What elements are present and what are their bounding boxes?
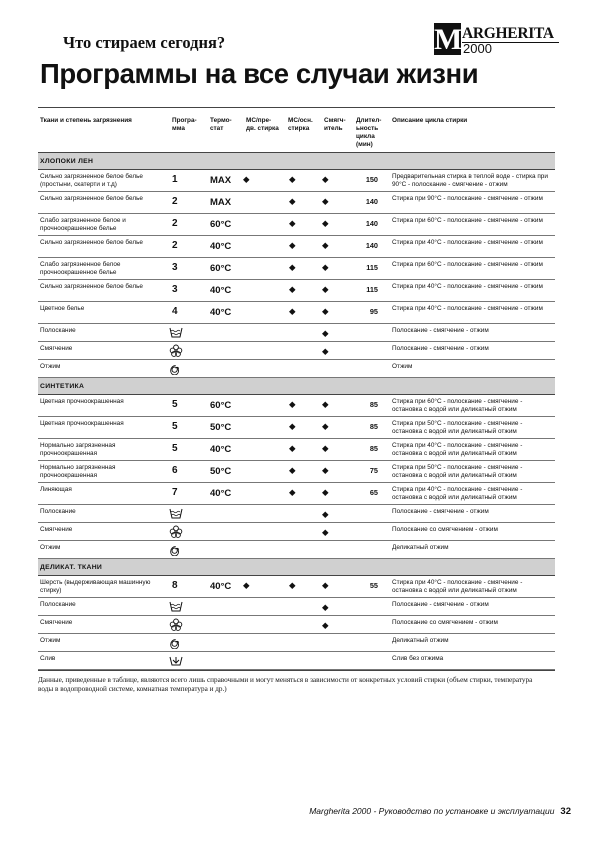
section-row <box>38 559 555 576</box>
softener-mark: ◆ <box>322 196 329 206</box>
fabric-cell: Цветная прочноокрашенная <box>40 420 124 427</box>
program-cell: 8 <box>172 580 178 591</box>
cycle-description-cell: Полоскание - смягчение - отжим <box>392 508 489 515</box>
thermostat-cell: MAX <box>210 197 232 208</box>
softener-mark: ◆ <box>322 328 329 338</box>
col-header-thermostat: Термо- стат <box>210 117 232 132</box>
rinse-icon <box>169 326 183 339</box>
thermostat-cell: 40°C <box>210 307 232 318</box>
mainwash-mark: ◆ <box>289 465 296 475</box>
duration-cell: 75 <box>369 466 378 475</box>
table-row <box>38 170 555 192</box>
cycle-description-cell: Стирка при 40°С - полоскание - смягчение - отжим <box>392 239 543 246</box>
mainwash-mark: ◆ <box>289 262 296 272</box>
cycle-description-cell: Стирка при 60°С - полоскание - смягчение - остановка с водой или деликатный отжим <box>392 398 523 414</box>
programs-table <box>38 107 555 671</box>
thermostat-cell: 50°C <box>210 466 232 477</box>
thermostat-cell: 60°C <box>210 219 232 230</box>
program-cell: 5 <box>172 421 178 432</box>
table-header <box>38 108 555 153</box>
thermostat-cell: 40°C <box>210 444 232 455</box>
drain-icon <box>169 654 183 667</box>
fabric-cell: Полоскание <box>40 601 76 608</box>
footnote: Данные, приведенные в таблице, являются всего лишь справочными и могут меняться в зависимости от конкретных условий стирки (объем стирки, температура воды в водопроводной системе, комнатная температура и др.) <box>38 676 533 694</box>
program-cell: 2 <box>172 218 178 229</box>
rinse-icon <box>169 600 183 613</box>
col-header-prewash: МС/пре- дв. стирка <box>246 117 279 132</box>
fabric-cell: Линяющая <box>40 486 72 493</box>
cycle-description-cell: Стирка при 40°С - полоскание - смягчение - отжим <box>392 305 543 312</box>
softener-icon <box>169 618 183 631</box>
program-cell: 6 <box>172 465 178 476</box>
duration-cell: 115 <box>366 285 378 294</box>
table-row <box>38 634 555 652</box>
col-header-program: Програ- мма <box>172 117 197 132</box>
program-cell: 4 <box>172 306 178 317</box>
cycle-description-cell: Деликатный отжим <box>392 544 449 551</box>
fabric-cell: Слив <box>40 655 56 662</box>
mainwash-mark: ◆ <box>289 196 296 206</box>
mainwash-mark: ◆ <box>289 284 296 294</box>
section-label: ХЛОПОКИ ЛЕН <box>40 158 94 165</box>
duration-cell: 140 <box>365 197 378 206</box>
table-row <box>38 523 555 541</box>
cycle-description-cell: Полоскание - смягчение - отжим <box>392 327 489 334</box>
table-row <box>38 395 555 417</box>
cycle-description-cell: Стирка при 90°С - полоскание - смягчение - отжим <box>392 195 543 202</box>
mainwash-mark: ◆ <box>289 421 296 431</box>
spin-icon <box>169 362 183 375</box>
softener-mark: ◆ <box>322 443 329 453</box>
table-row <box>38 541 555 559</box>
col-header-softener: Смягч- итель <box>324 117 346 132</box>
mainwash-mark: ◆ <box>289 580 296 590</box>
mainwash-mark: ◆ <box>289 487 296 497</box>
softener-mark: ◆ <box>322 421 329 431</box>
spin-icon <box>169 636 183 649</box>
thermostat-cell: 60°C <box>210 400 232 411</box>
cycle-description-cell: Полоскание - смягчение - отжим <box>392 601 489 608</box>
thermostat-cell: MAX <box>210 175 232 186</box>
softener-mark: ◆ <box>322 527 329 537</box>
thermostat-cell: 40°C <box>210 581 232 592</box>
table-row <box>38 505 555 523</box>
table-row <box>38 324 555 342</box>
softener-mark: ◆ <box>322 620 329 630</box>
fabric-cell: Цветная прочноокрашенная <box>40 398 124 405</box>
fabric-cell: Отжим <box>40 637 61 644</box>
col-header-duration: Длител- ьность цикла (мин) <box>356 117 382 148</box>
fabric-cell: Полоскание <box>40 508 76 515</box>
duration-cell: 85 <box>369 400 378 409</box>
duration-cell: 85 <box>369 422 378 431</box>
section-row <box>38 153 555 170</box>
table-row <box>38 652 555 670</box>
duration-cell: 85 <box>369 444 378 453</box>
fabric-cell: Нормально загрязненная прочноокрашенная <box>40 464 116 480</box>
duration-cell: 55 <box>369 581 378 590</box>
softener-mark: ◆ <box>322 465 329 475</box>
table-row <box>38 461 555 483</box>
rinse-icon <box>169 507 183 520</box>
cycle-description-cell: Полоскание со смягчением - отжим <box>392 526 498 533</box>
cycle-description-cell: Деликатный отжим <box>392 637 449 644</box>
softener-icon <box>169 344 183 357</box>
thermostat-cell: 50°C <box>210 422 232 433</box>
program-cell: 3 <box>172 284 178 295</box>
mainwash-mark: ◆ <box>289 240 296 250</box>
cycle-description-cell: Стирка при 40°С - полоскание - смягчение - остановка с водой или деликатный отжим <box>392 579 523 595</box>
col-header-mainwash: МС/осн. стирка <box>288 117 313 132</box>
table-row <box>38 360 555 378</box>
table-row <box>38 258 555 280</box>
fabric-cell: Шерсть (выдерживающая машинную стирку) <box>40 579 151 595</box>
spin-icon <box>169 543 183 556</box>
table-row <box>38 598 555 616</box>
softener-mark: ◆ <box>322 306 329 316</box>
logo-letter: M <box>434 23 463 56</box>
section-label: СИНТЕТИКА <box>40 383 85 390</box>
footer-text: Margherita 2000 - Руководство по установке и эксплуатации <box>309 806 555 816</box>
cycle-description-cell: Полоскание - смягчение - отжим <box>392 345 489 352</box>
fabric-cell: Цветное белье <box>40 305 85 312</box>
table-row <box>38 302 555 324</box>
thermostat-cell: 40°C <box>210 488 232 499</box>
section-row <box>38 378 555 395</box>
mainwash-mark: ◆ <box>289 306 296 316</box>
program-cell: 5 <box>172 399 178 410</box>
softener-mark: ◆ <box>322 262 329 272</box>
duration-cell: 140 <box>365 219 378 228</box>
duration-cell: 115 <box>366 263 378 272</box>
section-label: ДЕЛИКАТ. ТКАНИ <box>40 564 103 571</box>
table-row <box>38 192 555 214</box>
thermostat-cell: 40°C <box>210 241 232 252</box>
duration-cell: 150 <box>365 175 378 184</box>
program-cell: 1 <box>172 174 178 185</box>
fabric-cell: Отжим <box>40 544 61 551</box>
softener-mark: ◆ <box>322 399 329 409</box>
cycle-description-cell: Стирка при 40°С - полоскание - смягчение - остановка с водой или деликатный отжим <box>392 442 523 458</box>
page-footer <box>309 806 571 817</box>
fabric-cell: Смягчение <box>40 526 73 533</box>
softener-mark: ◆ <box>322 346 329 356</box>
cycle-description-cell: Стирка при 60°С - полоскание - смягчение - отжим <box>392 261 543 268</box>
softener-mark: ◆ <box>322 580 329 590</box>
prewash-mark: ◆ <box>243 580 250 590</box>
program-cell: 2 <box>172 196 178 207</box>
table-row <box>38 214 555 236</box>
fabric-cell: Сильно загрязненное белое белье (простыни, скатерти и т.д) <box>40 173 143 189</box>
fabric-cell: Смягчение <box>40 619 73 626</box>
fabric-cell: Слабо загрязненное белое и прочноокрашенное белье <box>40 217 126 233</box>
table-row <box>38 439 555 461</box>
table-row <box>38 236 555 258</box>
mainwash-mark: ◆ <box>289 443 296 453</box>
table-row <box>38 616 555 634</box>
table-row <box>38 417 555 439</box>
table-row <box>38 280 555 302</box>
softener-mark: ◆ <box>322 602 329 612</box>
cycle-description-cell: Слив без отжима <box>392 655 444 662</box>
cycle-description-cell: Отжим <box>392 363 413 370</box>
table-row <box>38 576 555 598</box>
program-cell: 7 <box>172 487 178 498</box>
page-subtitle: Что стираем сегодня? <box>63 33 226 52</box>
program-cell: 2 <box>172 240 178 251</box>
mainwash-mark: ◆ <box>289 174 296 184</box>
softener-mark: ◆ <box>322 509 329 519</box>
fabric-cell: Сильно загрязненное белое белье <box>40 239 143 246</box>
cycle-description-cell: Стирка при 50°С - полоскание - смягчение - остановка с водой или деликатный отжим <box>392 464 523 480</box>
col-header-cycle: Описание цикла стирки <box>392 117 468 124</box>
fabric-cell: Слабо загрязненное белое прочноокрашенное белье <box>40 261 121 277</box>
fabric-cell: Сильно загрязненное белое белье <box>40 195 143 202</box>
mainwash-mark: ◆ <box>289 399 296 409</box>
fabric-cell: Отжим <box>40 363 61 370</box>
thermostat-cell: 40°C <box>210 285 232 296</box>
logo-year: 2000 <box>463 41 492 56</box>
cycle-description-cell: Полоскание со смягчением - отжим <box>392 619 498 626</box>
softener-mark: ◆ <box>322 174 329 184</box>
softener-mark: ◆ <box>322 240 329 250</box>
table-body <box>38 153 555 670</box>
mainwash-mark: ◆ <box>289 218 296 228</box>
logo-brand: ARGHERITA <box>462 25 554 42</box>
col-header-fabric: Ткани и степень загрязнения <box>40 117 132 124</box>
page-number: 32 <box>560 806 571 817</box>
fabric-cell: Смягчение <box>40 345 73 352</box>
program-cell: 3 <box>172 262 178 273</box>
duration-cell: 95 <box>369 307 378 316</box>
cycle-description-cell: Стирка при 50°С - полоскание - смягчение - остановка с водой или деликатный отжим <box>392 420 523 436</box>
softener-icon <box>169 525 183 538</box>
softener-mark: ◆ <box>322 487 329 497</box>
fabric-cell: Нормально загрязненная прочноокрашенная <box>40 442 116 458</box>
cycle-description-cell: Стирка при 40°С - полоскание - смягчение - остановка с водой или деликатный отжим <box>392 486 523 502</box>
page-title: Программы на все случаи жизни <box>40 58 479 89</box>
softener-mark: ◆ <box>322 218 329 228</box>
table-row <box>38 483 555 505</box>
fabric-cell: Сильно загрязненное белое белье <box>40 283 143 290</box>
fabric-cell: Полоскание <box>40 327 76 334</box>
softener-mark: ◆ <box>322 284 329 294</box>
program-cell: 5 <box>172 443 178 454</box>
thermostat-cell: 60°C <box>210 263 232 274</box>
cycle-description-cell: Стирка при 60°С - полоскание - смягчение - отжим <box>392 217 543 224</box>
prewash-mark: ◆ <box>243 174 250 184</box>
duration-cell: 140 <box>365 241 378 250</box>
duration-cell: 65 <box>369 488 378 497</box>
table-row <box>38 342 555 360</box>
cycle-description-cell: Стирка при 40°С - полоскание - смягчение - отжим <box>392 283 543 290</box>
brand-logo <box>434 23 559 55</box>
cycle-description-cell: Предварительная стирка в теплой воде - стирка при 90°С - полоскание - смягчение - отжим <box>392 173 548 189</box>
